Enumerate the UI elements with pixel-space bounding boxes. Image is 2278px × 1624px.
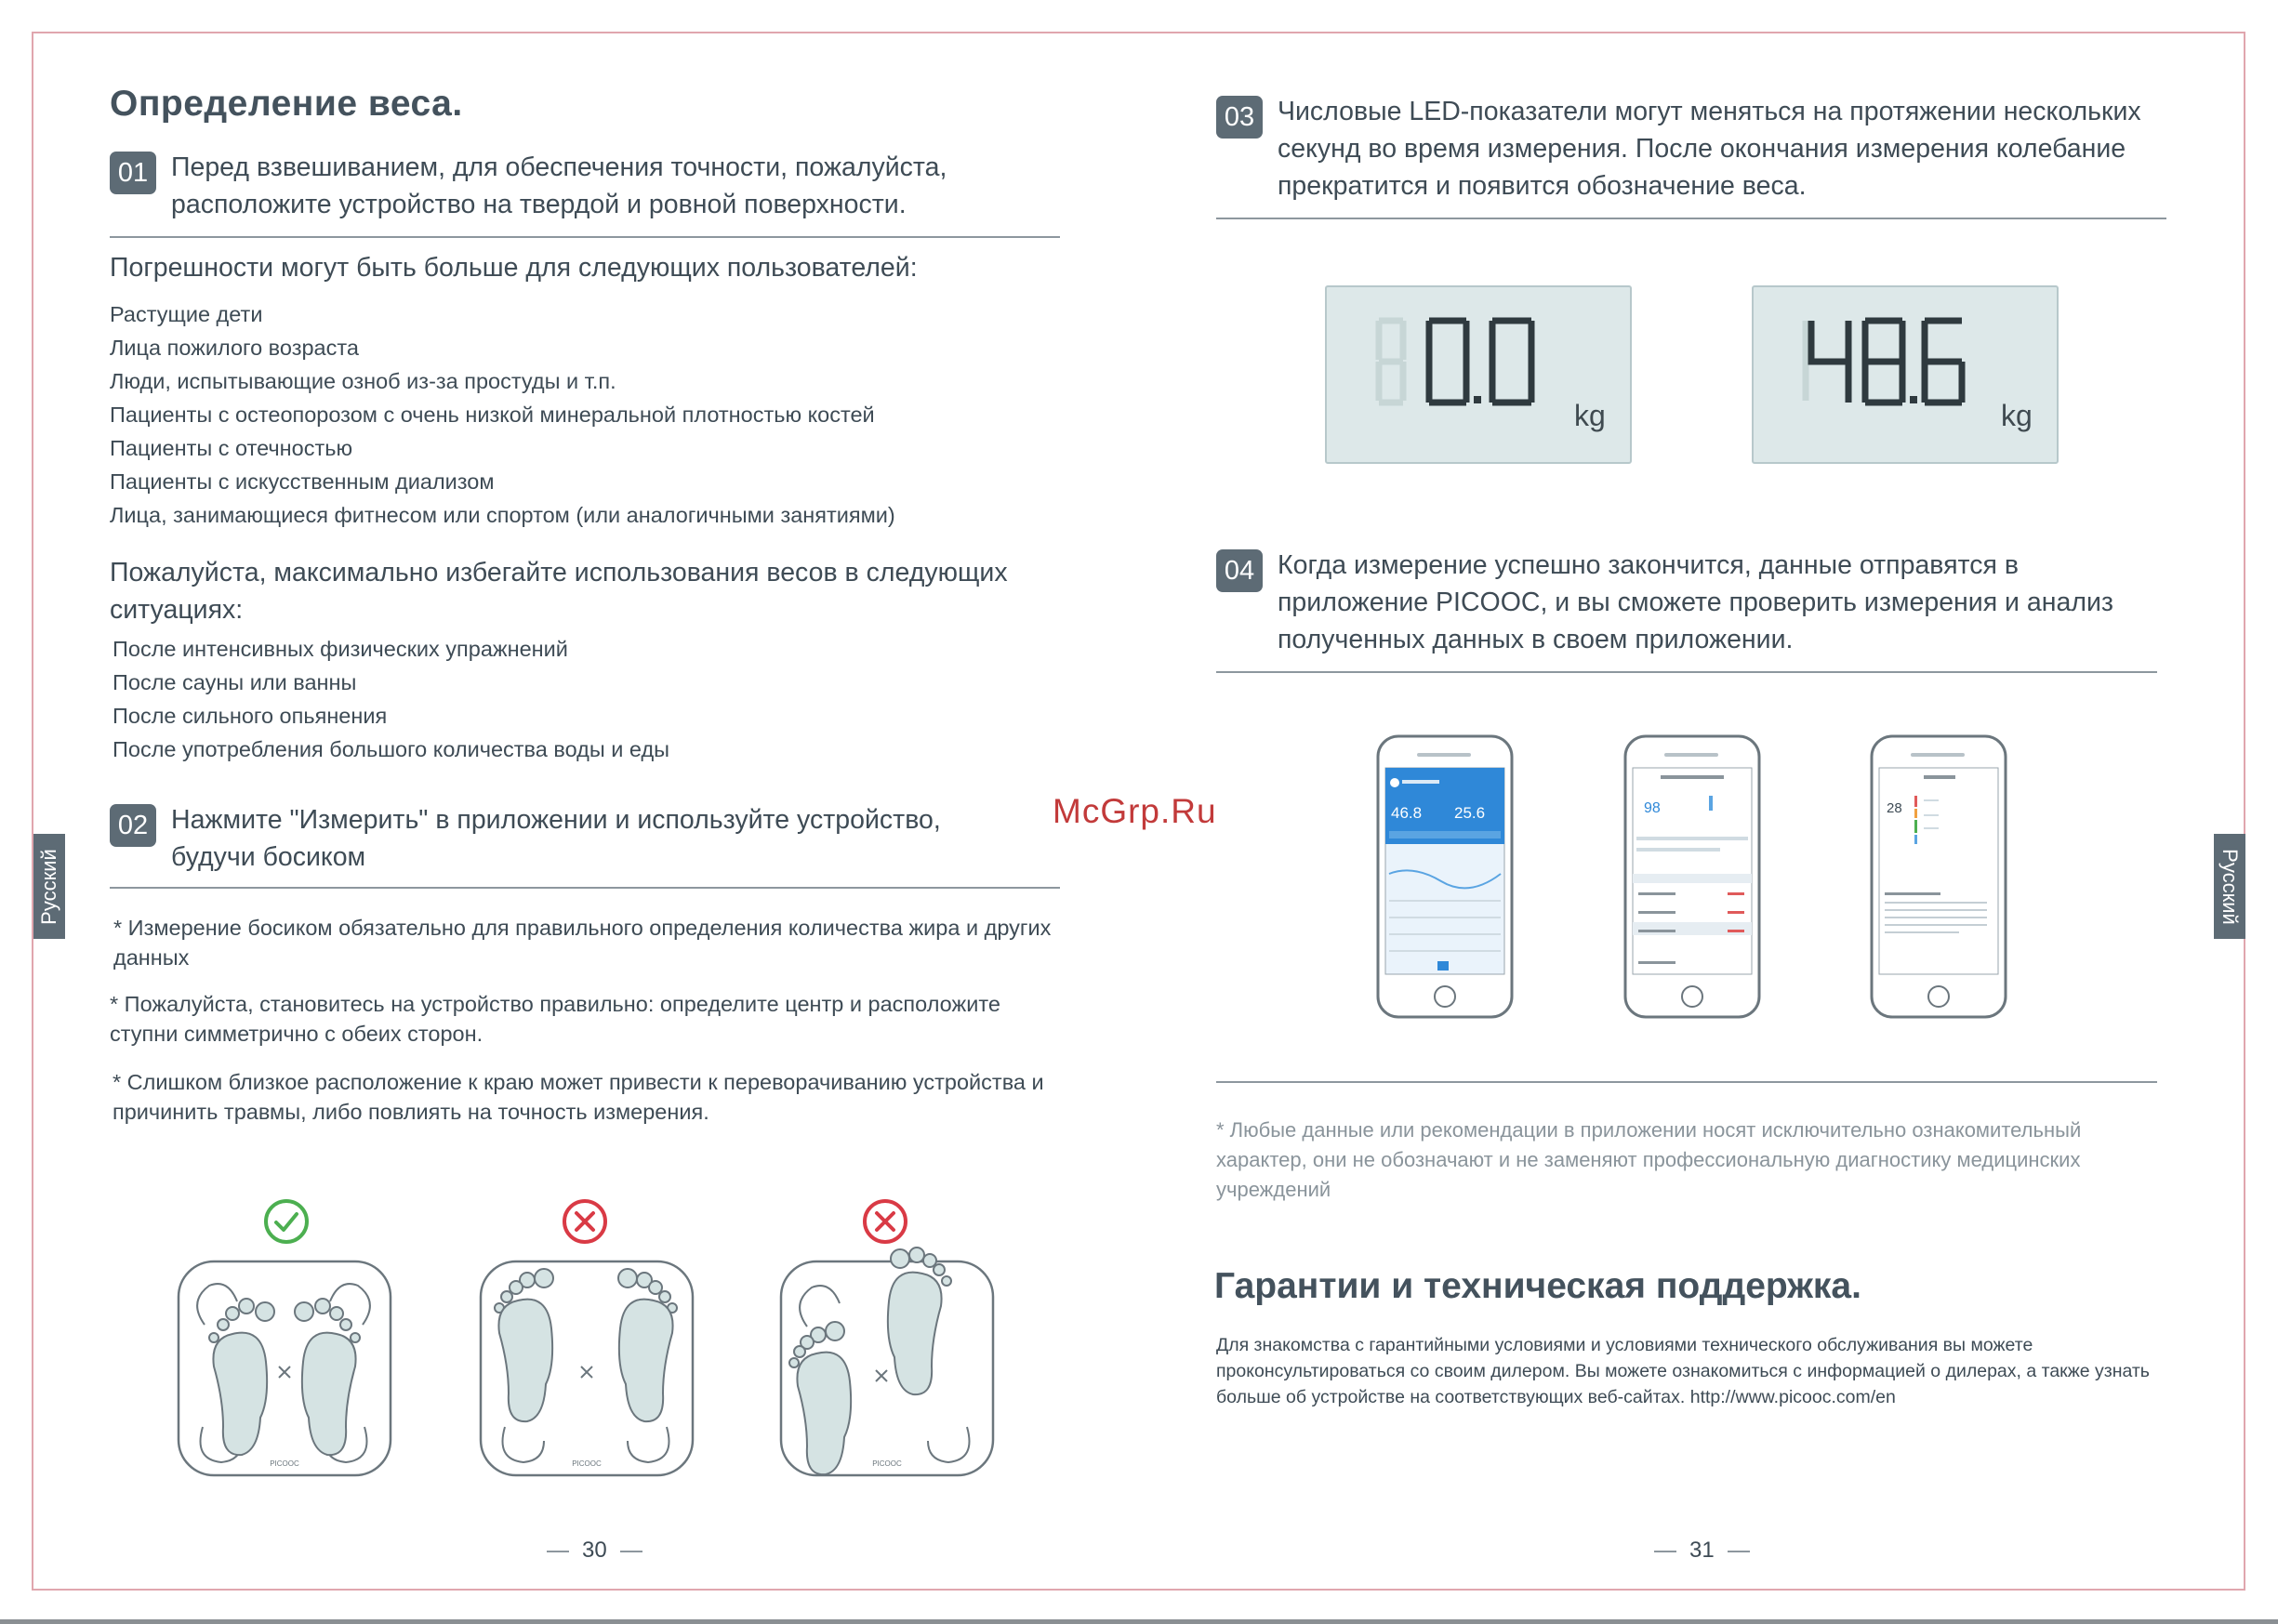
list-item: Лица, занимающиеся фитнесом или спортом (или аналогичными занятиями) bbox=[110, 503, 895, 527]
step-02 bbox=[110, 801, 1067, 876]
note: * Пожалуйста, становитесь на устройство правильно: определите центр и расположите ступни симметрично с обеих сторон. bbox=[110, 992, 1000, 1046]
watermark: McGrp.Ru bbox=[1053, 792, 1217, 830]
list-item: Растущие дети bbox=[110, 302, 263, 326]
page-number-value: 31 bbox=[1689, 1538, 1715, 1563]
scale-logo: PICOOC bbox=[572, 1459, 602, 1468]
dash bbox=[547, 1551, 569, 1552]
phone-value: 25.6 bbox=[1454, 804, 1486, 822]
note: * Измерение босиком обязательно для правильного определения количества жира и других данных bbox=[113, 916, 1052, 970]
list-item: Лица пожилого возраста bbox=[110, 336, 359, 360]
error-icon bbox=[861, 1197, 909, 1246]
divider bbox=[110, 887, 1060, 889]
step-text: Когда измерение успешно закончится, данные отправятся в приложение PICOOC, и вы сможете проверить измерения и анализ полученных данных в своем приложении. bbox=[1278, 550, 2113, 654]
step-text: Числовые LED-показатели могут меняться на протяжении нескольких секунд во время измерения. После окончания измерения колебание прекратится и появится обозначение веса. bbox=[1278, 97, 2141, 201]
scale-wrong-illustration bbox=[779, 1246, 995, 1487]
dash bbox=[1728, 1551, 1750, 1552]
app-disclaimer: * Любые данные или рекомендации в приложении носят исключительно ознакомительный характер, они не обозначают и не заменяют профессиональную диагностику медицинских учреждений bbox=[1216, 1118, 2082, 1201]
scale-wrong-illustration bbox=[479, 1260, 695, 1479]
list-item: Пациенты с искусственным диализом bbox=[110, 469, 495, 494]
language-tab bbox=[2214, 834, 2245, 939]
list-item: После интенсивных физических упражнений bbox=[113, 637, 568, 661]
page-title: Определение веса. bbox=[110, 84, 463, 124]
page-number bbox=[534, 1538, 656, 1564]
scale-display bbox=[1752, 285, 2059, 464]
step-text: Перед взвешиванием, для обеспечения точности, пожалуйста, расположите устройство на твердой и ровной поверхности. bbox=[171, 152, 947, 219]
phone-value: 28 bbox=[1887, 800, 1902, 816]
language-tab-label: Русский bbox=[37, 848, 60, 925]
step-01 bbox=[110, 149, 1067, 223]
unit-label: kg bbox=[2001, 399, 2033, 432]
scale-display bbox=[1325, 285, 1632, 464]
phone-value: 98 bbox=[1644, 800, 1661, 816]
support-text: Для знакомства с гарантийными условиями и условиями технического обслуживания вы можете проконсультироваться со своим дилером. Вы можете ознакомиться с информацией о дилерах, а также узнать больше об устройстве на соответствующих веб-сайтах. http://www.picooc.com/en bbox=[1216, 1335, 2150, 1407]
avoid-list bbox=[110, 632, 1067, 766]
divider bbox=[1216, 1081, 2157, 1083]
dash bbox=[620, 1551, 642, 1552]
step-number: 01 bbox=[110, 152, 156, 194]
bottom-rule bbox=[0, 1619, 2278, 1624]
list-item: Пациенты с остеопорозом с очень низкой минеральной плотностью костей bbox=[110, 403, 875, 427]
step-03 bbox=[1216, 93, 2174, 205]
step-text: Нажмите "Измерить" в приложении и используйте устройство, будучи босиком bbox=[171, 805, 941, 872]
scale-logo: PICOOC bbox=[872, 1459, 902, 1468]
errors-heading: Погрешности могут быть больше для следующих пользователей: bbox=[110, 253, 918, 283]
page-number-value: 30 bbox=[582, 1538, 607, 1563]
list-item: После сауны или ванны bbox=[113, 670, 357, 694]
left-page bbox=[110, 84, 1067, 1127]
list-item: После сильного опьянения bbox=[113, 704, 388, 728]
phone-value: 46.8 bbox=[1391, 804, 1423, 822]
page-number bbox=[1641, 1538, 1763, 1564]
step-number: 02 bbox=[110, 804, 156, 847]
step-number: 04 bbox=[1216, 549, 1263, 592]
list-item: Люди, испытывающие озноб из-за простуды и т.п. bbox=[110, 369, 616, 393]
avoid-heading: Пожалуйста, максимально избегайте использования весов в следующих ситуациях: bbox=[110, 558, 1008, 625]
divider bbox=[1216, 218, 2166, 219]
list-item: После употребления большого количества воды и еды bbox=[113, 737, 670, 761]
language-tab-label: Русский bbox=[2218, 848, 2242, 925]
divider bbox=[1216, 671, 2157, 673]
phone-illustration bbox=[1870, 734, 2007, 1019]
phone-illustration bbox=[1623, 734, 1761, 1019]
step-04 bbox=[1216, 547, 2174, 658]
errors-list bbox=[110, 297, 1067, 532]
language-tab bbox=[33, 834, 65, 939]
error-icon bbox=[561, 1197, 609, 1246]
unit-label: kg bbox=[1574, 399, 1606, 432]
support-title: Гарантии и техническая поддержка. bbox=[1214, 1266, 1861, 1306]
note: * Слишком близкое расположение к краю может привести к переворачиванию устройства и причинить травмы, либо повлиять на точность измерения. bbox=[113, 1070, 1044, 1124]
right-page bbox=[1216, 93, 2174, 219]
step-04-block bbox=[1216, 547, 2174, 673]
list-item: Пациенты с отечностью bbox=[110, 436, 353, 460]
divider bbox=[110, 236, 1060, 238]
dash bbox=[1654, 1551, 1676, 1552]
scale-correct-illustration bbox=[177, 1260, 392, 1479]
check-icon bbox=[262, 1197, 311, 1246]
scale-logo: PICOOC bbox=[270, 1459, 299, 1468]
phone-illustration bbox=[1376, 734, 1514, 1019]
step-number: 03 bbox=[1216, 96, 1263, 139]
